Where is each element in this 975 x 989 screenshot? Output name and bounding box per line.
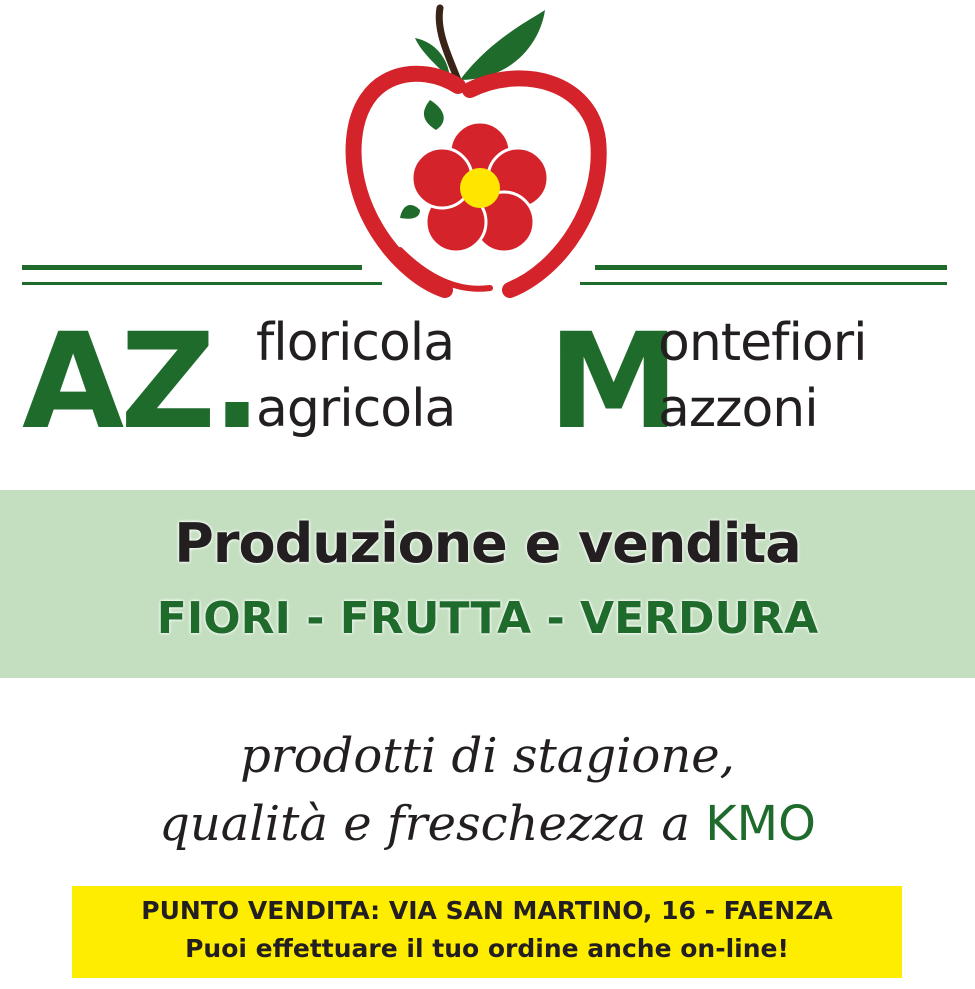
tagline-line1: prodotti di stagione, <box>240 728 735 784</box>
tagline-kmo: KMO <box>705 796 816 852</box>
brand-logotype <box>0 305 975 459</box>
band-subtitle: FIORI - FRUTTA - VERDURA <box>156 593 819 644</box>
brand-initial: M <box>548 305 680 459</box>
tagline-line2 <box>0 796 975 852</box>
brand-mazzoni: azzoni <box>658 379 818 439</box>
divider-right-bottom <box>580 282 947 285</box>
production-band <box>0 490 975 678</box>
divider-left-top <box>22 265 362 270</box>
brand-agricola: agricola <box>256 379 456 439</box>
tagline-line2-text: qualità e freschezza a <box>159 796 706 852</box>
brand-prefix: AZ. <box>22 305 259 459</box>
divider-right-top <box>595 265 947 270</box>
online-order-line: Puoi effettuare il tuo ordine anche on-line! <box>185 934 789 963</box>
brand-floricola: floricola <box>256 313 455 373</box>
brand-montefiori: ontefiori <box>658 313 867 373</box>
address-line: PUNTO VENDITA: VIA SAN MARTINO, 16 - FAENZA <box>141 896 833 925</box>
apple-flower-icon <box>340 0 620 300</box>
info-box <box>72 886 902 978</box>
divider-left-bottom <box>22 282 382 285</box>
band-title: Produzione e vendita <box>174 512 801 575</box>
